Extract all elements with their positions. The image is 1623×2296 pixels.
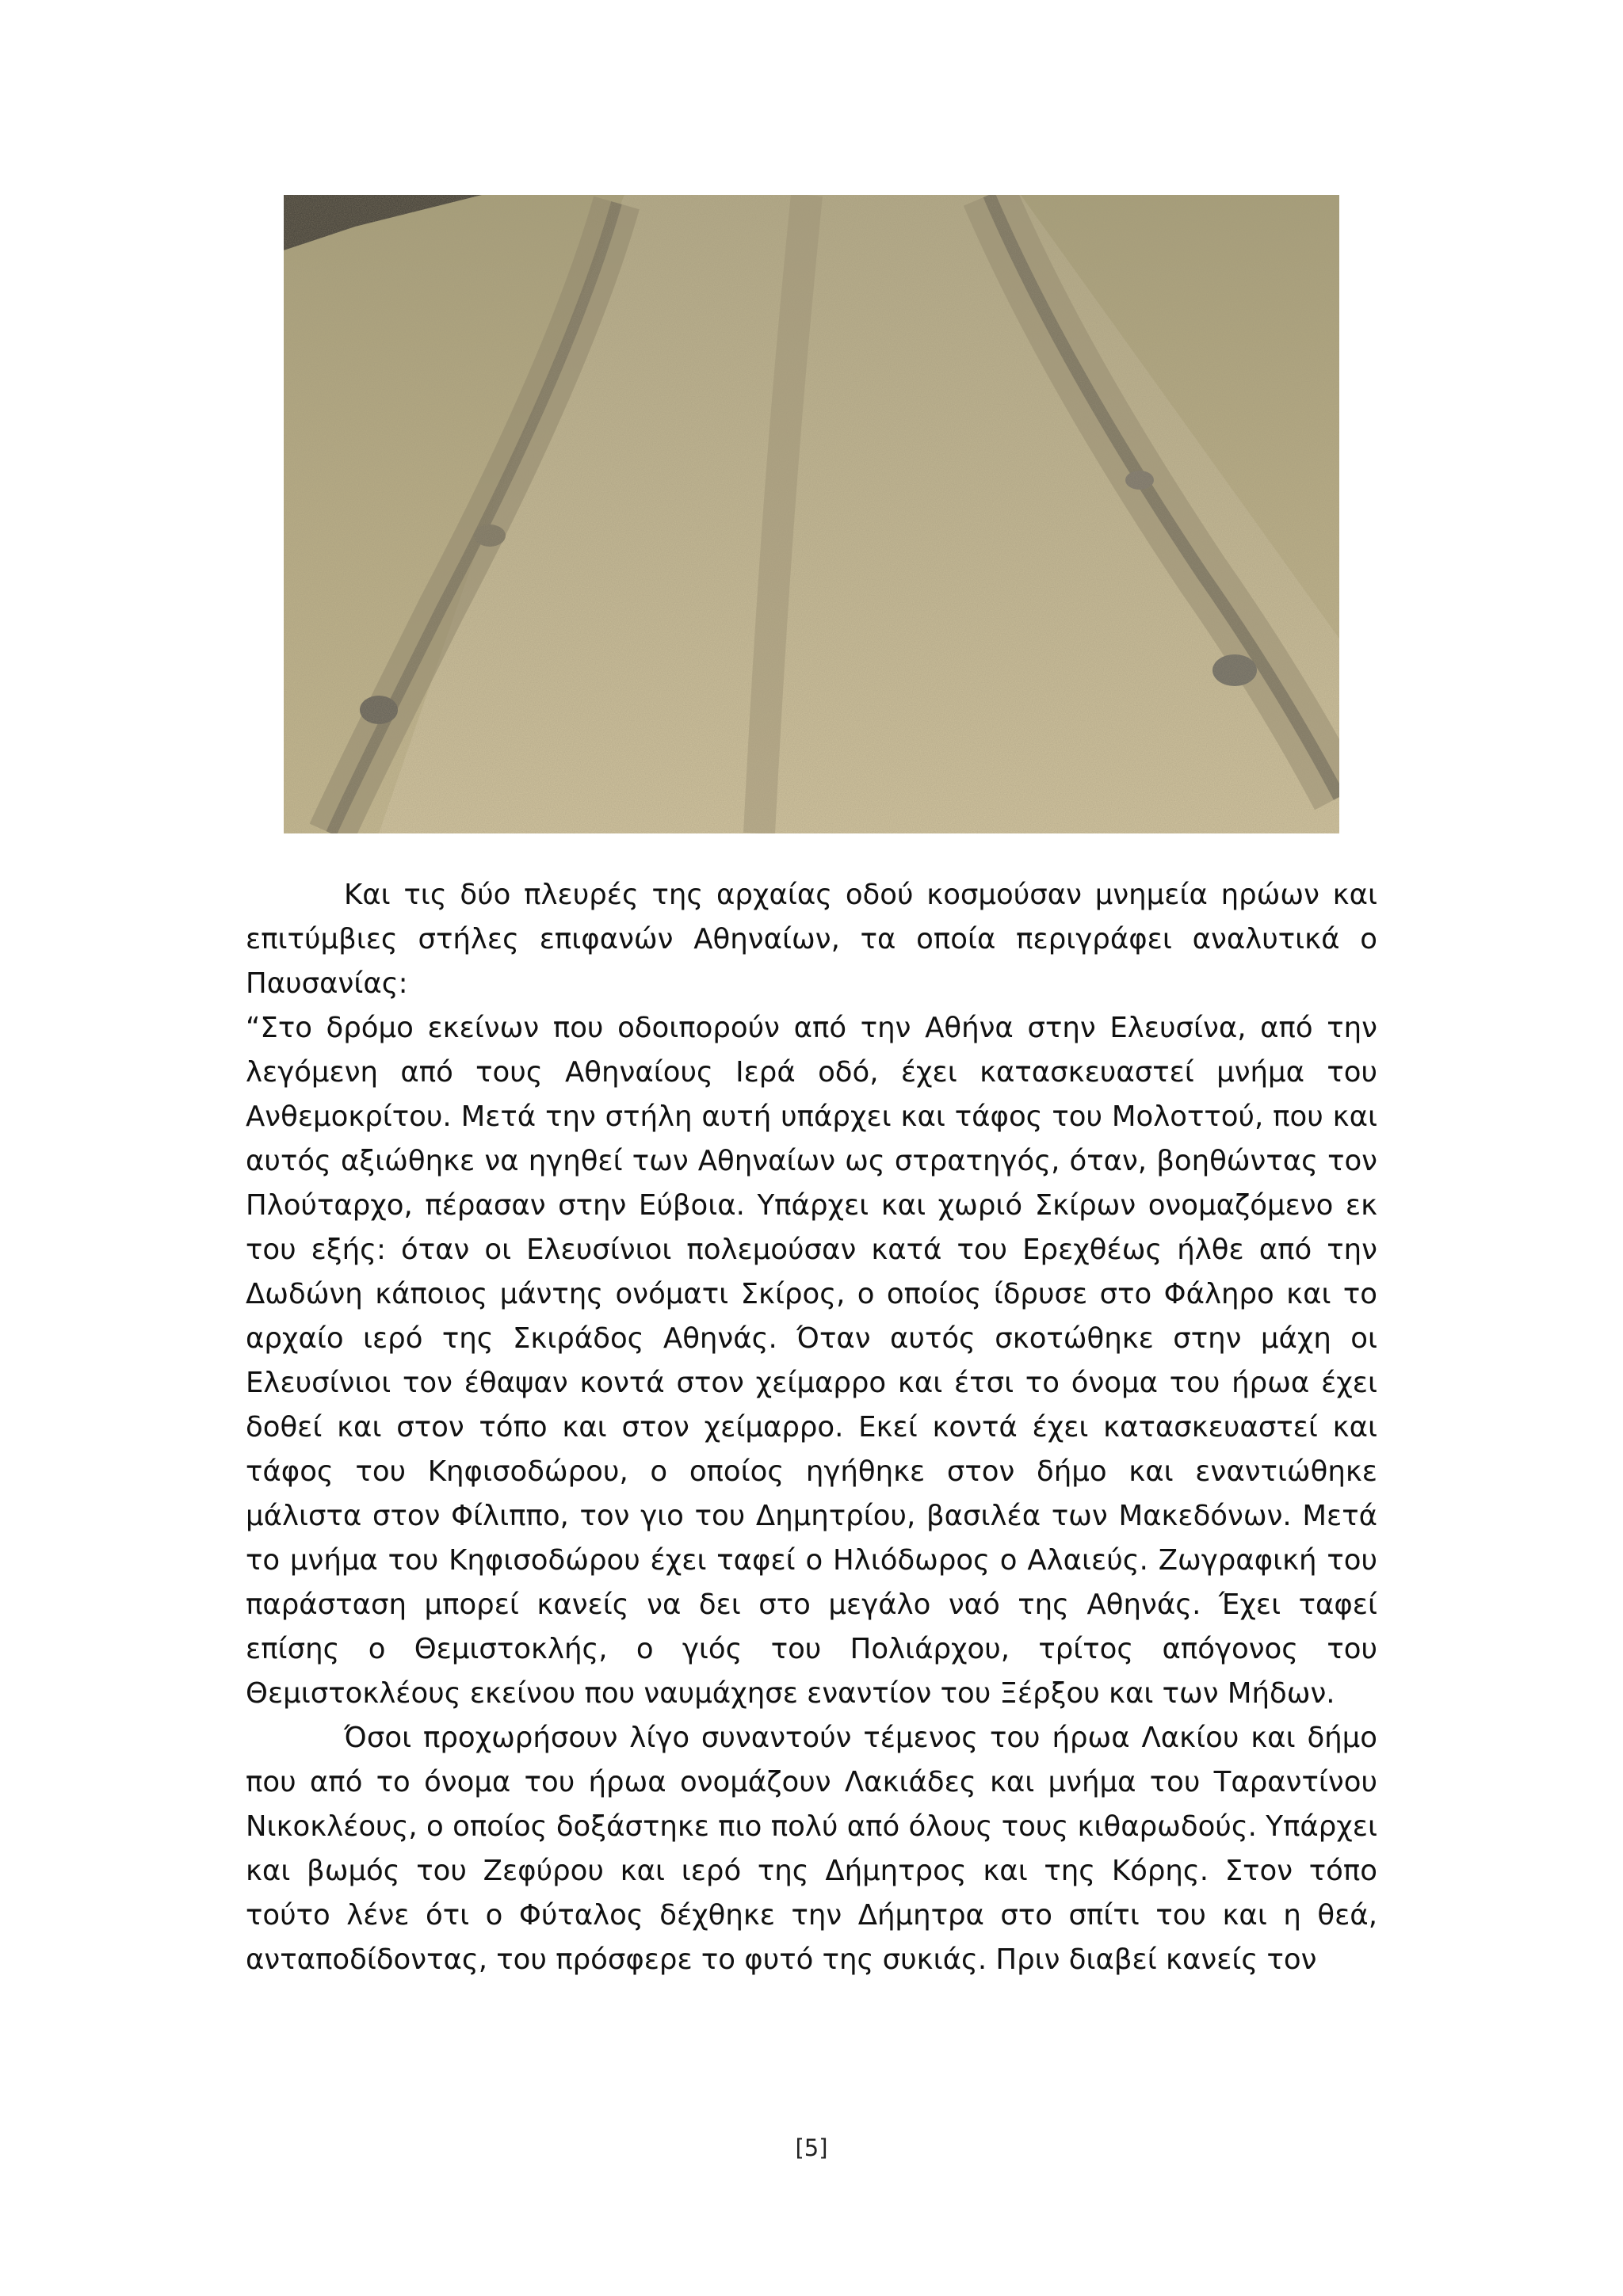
body-text <box>246 873 1377 1982</box>
page-number: [5] <box>795 2134 828 2161</box>
ancient-road-photo <box>284 195 1339 833</box>
paragraph-intro: Και τις δύο πλευρές της αρχαίας οδού κοσμούσαν μνημεία ηρώων και επιτύμβιες στήλες επιφανών Αθηναίων, τα οποία περιγράφει αναλυτικά ο Παυσανίας: <box>246 879 1377 1000</box>
paragraph-pausanias-quote: “Στο δρόμο εκείνων που οδοιπορούν από την Αθήνα στην Ελευσίνα, από την λεγόμενη από τους Αθηναίους Ιερά οδό, έχει κατασκευαστεί μνήμα του Ανθεμοκρίτου. Μετά την στήλη αυτή υπάρχει και τάφος του Μολοττού, που και αυτός αξιώθηκε να ηγηθεί των Αθηναίων ως στρατηγός, όταν, βοηθώντας τον Πλούταρχο, πέρασαν στην Εύβοια. Υπάρχει και χωριό Σκίρων ονομαζόμενο εκ του εξής: όταν οι Ελευσίνιοι πολεμούσαν κατά του Ερεχθέως ήλθε από την Δωδώνη κάποιος μάντης ονόματι Σκίρος, ο οποίος ίδρυσε στο Φάληρο και το αρχαίο ιερό της Σκιράδος Αθηνάς. Όταν αυτός σκοτώθηκε στην μάχη οι Ελευσίνιοι τον έθαψαν κοντά στον χείμαρρο και έτσι το όνομα του ήρωα έχει δοθεί και στον τόπο και στον χείμαρρο. Εκεί κοντά έχει κατασκευαστεί και τάφος του Κηφισοδώρου, ο οποίος ηγήθηκε στον δήμο και εναντιώθηκε μάλιστα στον Φίλιππο, τον γιο του Δημητρίου, βασιλέα των Μακεδόνων. Μετά το μνήμα του Κηφισοδώρου έχει ταφεί ο Ηλιόδωρος ο Αλαιεύς. Ζωγραφική του παράσταση μπορεί κανείς να δει στο μεγάλο ναό της Αθηνάς. Έχει ταφεί επίσης ο Θεμιστοκλής, ο γιός του Πολιάρχου, τρίτος απόγονος του Θεμιστοκλέους εκείνου που ναυμάχησε εναντίον του Ξέρξου και των Μήδων. <box>246 1012 1377 1710</box>
paragraph-continuation: Όσοι προχωρήσουν λίγο συναντούν τέμενος του ήρωα Λακίου και δήμο που από το όνομα του ήρωα ονομάζουν Λακιάδες και μνήμα του Ταραντίνου Νικοκλέους, ο οποίος δοξάστηκε πιο πολύ από όλους τους κιθαρωδούς. Υπάρχει και βωμός του Ζεφύρου και ιερό της Δήμητρος και της Κόρης. Στον τόπο τούτο λένε ότι ο Φύταλος δέχθηκε την Δήμητρα στο σπίτι του και η θεά, ανταποδίδοντας, του πρόσφερε το φυτό της συκιάς. Πριν διαβεί κανείς τον <box>246 1722 1377 1976</box>
